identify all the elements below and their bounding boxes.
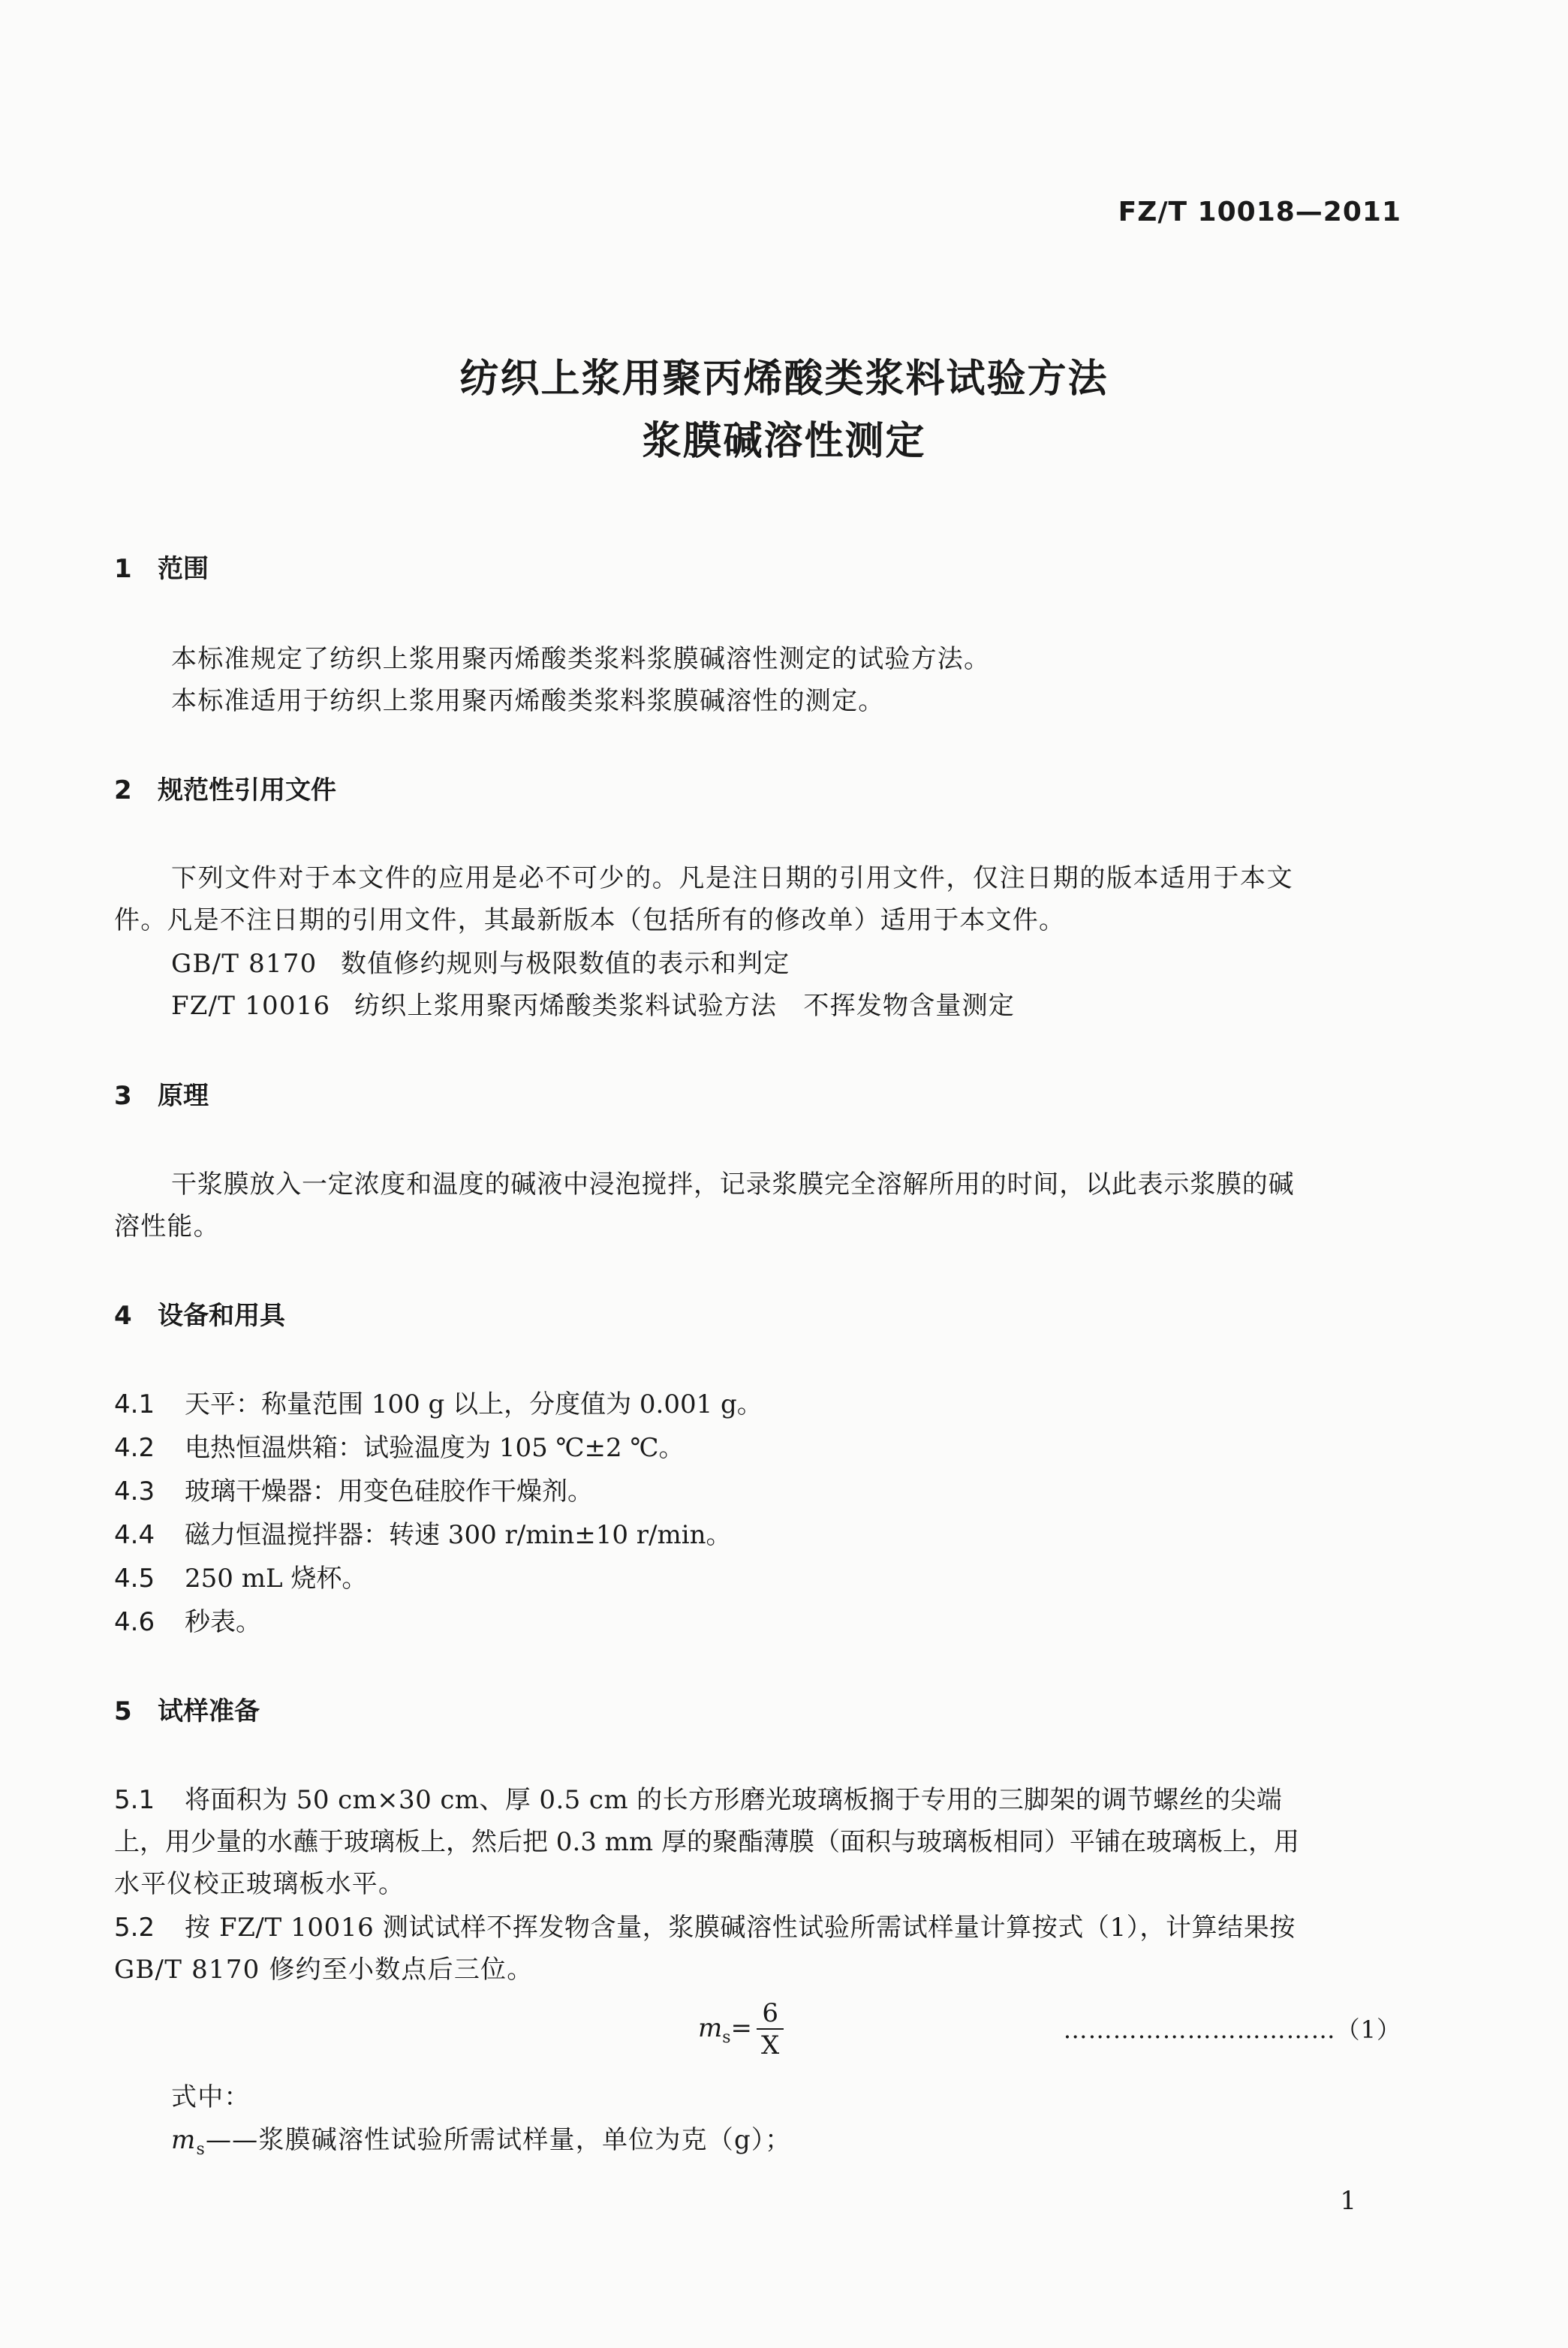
item-text: 玻璃干燥器：用变色硅胶作干燥剂。 — [185, 1477, 593, 1507]
formula-numerator: 6 — [757, 1998, 784, 2030]
section-number: 4 — [114, 1301, 132, 1331]
section-title: 规范性引用文件 — [158, 775, 336, 805]
clause-5-2-line2: GB/T 8170 修约至小数点后三位。 — [114, 1955, 534, 1985]
document-title-line1: 纺织上浆用聚丙烯酸类浆料试验方法 — [459, 357, 1109, 402]
section-4-heading — [114, 1295, 285, 1332]
equipment-item — [114, 1471, 593, 1507]
section-number: 2 — [114, 775, 132, 805]
item-text: 秒表。 — [185, 1607, 261, 1637]
section-3-paragraph-line1: 干浆膜放入一定浓度和温度的碱液中浸泡搅拌，记录浆膜完全溶解所用的时间，以此表示浆膜的碱 — [171, 1169, 1295, 1200]
clause-text: 按 FZ/T 10016 测试试样不挥发物含量，浆膜碱溶性试验所需试样量计算按式（1），计算结果按 — [185, 1913, 1296, 1943]
definition-text: ——浆膜碱溶性试验所需试样量，单位为克（g）； — [205, 2125, 792, 2155]
section-2-paragraph-line2: 件。凡是不注日期的引用文件，其最新版本（包括所有的修改单）适用于本文件。 — [114, 905, 1066, 935]
definition-subscript: s — [196, 2139, 206, 2159]
section-2-heading — [114, 769, 336, 806]
formula-equals: = — [730, 2013, 753, 2043]
page-number: 1 — [1340, 2186, 1356, 2216]
item-number: 4.6 — [114, 1607, 155, 1637]
section-3-paragraph-line2: 溶性能。 — [114, 1212, 220, 1242]
clause-5-1-line2: 上，用少量的水蘸于玻璃板上，然后把 0.3 mm 厚的聚酯薄膜（面积与玻璃板相同）平铺在玻璃板上，用 — [114, 1827, 1299, 1857]
section-1-heading — [114, 548, 209, 585]
normative-reference — [171, 985, 1015, 1022]
clause-5-2-line1 — [114, 1907, 1296, 1943]
section-title: 设备和用具 — [158, 1301, 285, 1331]
equipment-item — [114, 1383, 763, 1420]
reference-title: 纺织上浆用聚丙烯酸类浆料试验方法 不挥发物含量测定 — [354, 991, 1015, 1021]
section-title: 原理 — [158, 1081, 209, 1111]
reference-code: GB/T 8170 — [171, 949, 318, 979]
section-2-paragraph-line1: 下列文件对于本文件的应用是必不可少的。凡是注日期的引用文件，仅注日期的版本适用于本文 — [171, 863, 1294, 893]
item-text: 250 mL 烧杯。 — [185, 1564, 368, 1594]
section-3-heading — [114, 1075, 209, 1112]
clause-number: 5.2 — [114, 1913, 155, 1943]
section-5-heading — [114, 1690, 260, 1727]
equipment-item — [114, 1601, 261, 1638]
equipment-item — [114, 1514, 732, 1551]
formula-denominator: X — [761, 2030, 780, 2061]
item-text: 磁力恒温搅拌器：转速 300 r/min±10 r/min。 — [185, 1520, 732, 1550]
section-number: 3 — [114, 1081, 132, 1111]
normative-reference — [171, 943, 790, 980]
section-title: 试样准备 — [158, 1696, 260, 1726]
item-number: 4.1 — [114, 1389, 155, 1419]
formula-fraction — [757, 1998, 784, 2061]
clause-5-1-line3: 水平仪校正玻璃板水平。 — [114, 1869, 405, 1899]
item-number: 4.5 — [114, 1564, 155, 1594]
clause-5-1-line1 — [114, 1779, 1282, 1816]
where-label: 式中： — [171, 2082, 251, 2112]
clause-number: 5.1 — [114, 1785, 155, 1815]
section-number: 1 — [114, 554, 132, 584]
section-title: 范围 — [158, 554, 209, 584]
reference-title: 数值修约规则与极限数值的表示和判定 — [341, 949, 790, 979]
equation-number: ……………………………（1） — [1063, 2015, 1401, 2044]
item-number: 4.3 — [114, 1477, 155, 1507]
item-number: 4.4 — [114, 1520, 155, 1550]
equipment-item — [114, 1558, 367, 1594]
section-1-paragraph-1: 本标准规定了纺织上浆用聚丙烯酸类浆料浆膜碱溶性测定的试验方法。 — [171, 644, 991, 674]
item-text: 天平：称量范围 100 g 以上，分度值为 0.001 g。 — [185, 1389, 763, 1419]
clause-text: 将面积为 50 cm×30 cm、厚 0.5 cm 的长方形磨光玻璃板搁于专用的三脚架的调节螺丝的尖端 — [185, 1785, 1283, 1815]
formula-subscript: s — [722, 2027, 731, 2047]
reference-code: FZ/T 10016 — [171, 991, 331, 1021]
formula-variable: m — [698, 2013, 723, 2043]
section-1-paragraph-2: 本标准适用于纺织上浆用聚丙烯酸类浆料浆膜碱溶性的测定。 — [171, 686, 885, 716]
variable-definition — [171, 2119, 791, 2159]
item-number: 4.2 — [114, 1433, 155, 1463]
formula-1 — [698, 1998, 784, 2061]
equipment-item — [114, 1427, 685, 1464]
section-number: 5 — [114, 1696, 132, 1726]
item-text: 电热恒温烘箱：试验温度为 105 ℃±2 ℃。 — [185, 1433, 685, 1463]
document-title-line2: 浆膜碱溶性测定 — [642, 419, 926, 464]
definition-symbol: m — [171, 2125, 197, 2155]
standard-code: FZ/T 10018—2011 — [1118, 197, 1401, 227]
